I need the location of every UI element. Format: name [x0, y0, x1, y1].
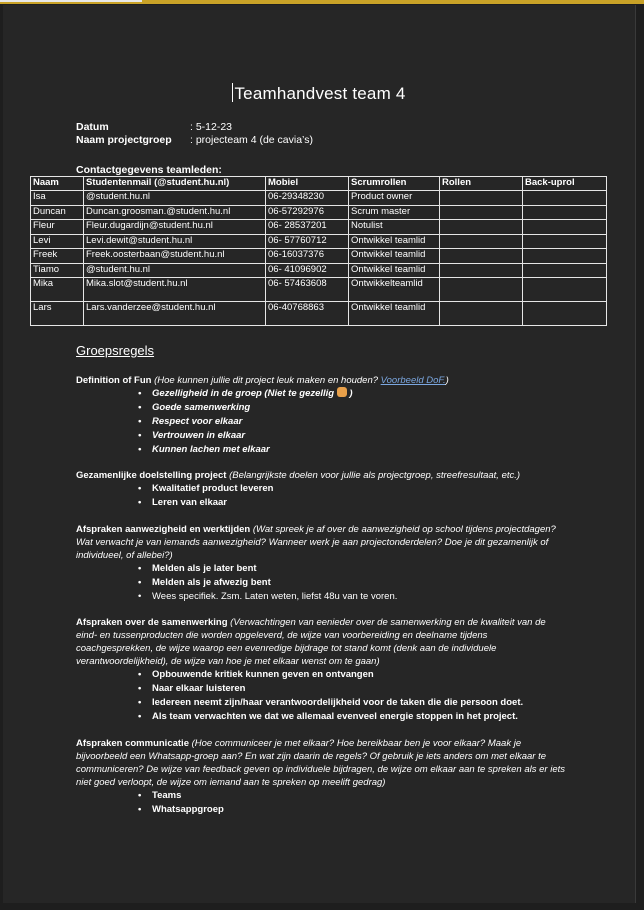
- cell-rol[interactable]: [440, 220, 523, 235]
- cell-mail[interactable]: Levi.dewit@student.hu.nl: [84, 234, 266, 249]
- list-item: • Teams: [152, 789, 566, 803]
- fun-desc-end: ): [445, 375, 449, 386]
- cell-scrumrol[interactable]: Product owner: [349, 191, 440, 206]
- aanwezigheid-desc: (Wat spreek je af over de aanwezigheid op school tijdens projectdagen? Wat verwacht je van iemands aanwezigheid? Wanneer werk je aan projectonderdelen? Doe je dit gezamenlijk of individueel, of allebei?): [76, 524, 556, 561]
- list-item: • Kunnen lachen met elkaar: [152, 443, 566, 457]
- cell-mobiel[interactable]: 06-16037376: [266, 249, 349, 264]
- col-header-mail: Studentenmail (@student.hu.nl): [84, 177, 266, 191]
- cell-rol[interactable]: [440, 263, 523, 278]
- cell-backup[interactable]: [523, 278, 607, 302]
- doel-head: Gezamenlijke doelstelling project: [76, 470, 227, 481]
- cell-naam[interactable]: Mika: [31, 278, 84, 302]
- cell-mail[interactable]: @student.hu.nl: [84, 191, 266, 206]
- cell-naam[interactable]: Isa: [31, 191, 84, 206]
- list-item: • Leren van elkaar: [152, 496, 566, 510]
- samenwerking-head: Afspraken over de samenwerking: [76, 617, 228, 628]
- aanwezigheid-head: Afspraken aanwezigheid en werktijden: [76, 524, 251, 535]
- cell-rol[interactable]: [440, 234, 523, 249]
- aanwezigheid-intro: [76, 523, 566, 562]
- cell-naam[interactable]: Tiamo: [31, 263, 84, 278]
- document-page[interactable]: [3, 5, 636, 903]
- doel-desc: (Belangrijkste doelen voor jullie als projectgroep, streefresultaat, etc.): [226, 470, 521, 481]
- table-row: [31, 234, 607, 249]
- communicatie-list: [152, 789, 566, 817]
- communicatie-head: Afspraken communicatie: [76, 738, 189, 749]
- col-header-rollen: Rollen: [440, 177, 523, 191]
- cell-scrumrol[interactable]: Ontwikkel teamlid: [349, 249, 440, 264]
- col-header-scrumrollen: Scrumrollen: [349, 177, 440, 191]
- samenwerking-section: [76, 616, 566, 724]
- list-item: • Kwalitatief product leveren: [152, 482, 566, 496]
- list-item: • Whatsappgroep: [152, 803, 566, 817]
- cell-naam[interactable]: Freek: [31, 249, 84, 264]
- table-header-row: [31, 177, 607, 191]
- samenwerking-intro: [76, 616, 566, 668]
- doel-section: [76, 469, 566, 510]
- samenwerking-list: [152, 668, 566, 724]
- cell-backup[interactable]: [523, 191, 607, 206]
- list-item: • Melden als je afwezig bent: [152, 576, 566, 590]
- cell-scrumrol[interactable]: Ontwikkel teamlid: [349, 234, 440, 249]
- table-row: [31, 205, 607, 220]
- datum-label: Datum: [76, 121, 109, 133]
- samenwerking-desc: (Verwachtingen van eenieder over de samenwerking en de kwaliteit van de eind- en tussenproducten die worden opgeleverd, de wijze van voorbereiding en deelname tijdens coachgesprekken, de wijze waarop een evenredige bijdrage tot stand komt (denk aan de individuele verantwoordelijkheid), de wijze van hoe je met elkaar wenst om te gaan): [76, 617, 546, 667]
- cell-mail[interactable]: Duncan.groosman.@student.hu.nl: [84, 205, 266, 220]
- fun-section: [76, 374, 566, 457]
- fun-desc: (Hoe kunnen jullie dit project leuk maken en houden?: [151, 375, 381, 386]
- cell-backup[interactable]: [523, 220, 607, 235]
- contact-heading: Contactgegevens teamleden:: [76, 164, 222, 176]
- cell-scrumrol[interactable]: Notulist: [349, 220, 440, 235]
- cell-mobiel[interactable]: 06-57292976: [266, 205, 349, 220]
- smiley-emoji-icon: [337, 387, 347, 397]
- cell-scrumrol[interactable]: Scrum master: [349, 205, 440, 220]
- cell-mail[interactable]: Fleur.dugardijn@student.hu.nl: [84, 220, 266, 235]
- list-item: • Respect voor elkaar: [152, 415, 566, 429]
- cell-naam[interactable]: Duncan: [31, 205, 84, 220]
- fun-list: [152, 387, 566, 457]
- table-row: [31, 191, 607, 206]
- cell-mobiel[interactable]: 06-29348230: [266, 191, 349, 206]
- dof-link[interactable]: Voorbeeld DoF.: [380, 375, 446, 386]
- list-item: • Goede samenwerking: [152, 401, 566, 415]
- cell-scrumrol[interactable]: Ontwikkelteamlid: [349, 278, 440, 302]
- list-item: • Melden als je later bent: [152, 562, 566, 576]
- aanwezigheid-list: [152, 562, 566, 604]
- fun-intro: [76, 374, 566, 387]
- table-row: [31, 302, 607, 326]
- list-item: • Iedereen neemt zijn/haar verantwoordelijkheid voor de taken die die persoon doet.: [152, 696, 566, 710]
- groep-label: Naam projectgroep: [76, 134, 172, 146]
- communicatie-section: [76, 737, 566, 817]
- cell-naam[interactable]: Levi: [31, 234, 84, 249]
- table-row: [31, 220, 607, 235]
- cell-mail[interactable]: Freek.oosterbaan@student.hu.nl: [84, 249, 266, 264]
- cell-mobiel[interactable]: 06- 28537201: [266, 220, 349, 235]
- list-item: • Naar elkaar luisteren: [152, 682, 566, 696]
- list-item: • Vertrouwen in elkaar: [152, 429, 566, 443]
- cell-rol[interactable]: [440, 205, 523, 220]
- table-row: [31, 263, 607, 278]
- datum-value: : 5-12-23: [190, 121, 233, 133]
- cell-backup[interactable]: [523, 249, 607, 264]
- list-item: • Opbouwende kritiek kunnen geven en ontvangen: [152, 668, 566, 682]
- cell-backup[interactable]: [523, 234, 607, 249]
- groepsregels-heading: Groepsregels: [76, 343, 155, 358]
- cell-backup[interactable]: [523, 263, 607, 278]
- cell-rol[interactable]: [440, 278, 523, 302]
- list-item: • Gezelligheid in de groep (Niet te gezellig ): [152, 387, 566, 401]
- cell-mail[interactable]: Mika.slot@student.hu.nl: [84, 278, 266, 302]
- document-title[interactable]: [3, 83, 635, 104]
- cell-mobiel[interactable]: 06-40768863: [266, 302, 349, 326]
- list-item: • Wees specifiek. Zsm. Laten weten, liefst 48u van te voren.: [152, 590, 566, 604]
- cell-mail[interactable]: Lars.vanderzee@student.hu.nl: [84, 302, 266, 326]
- cell-scrumrol[interactable]: Ontwikkel teamlid: [349, 263, 440, 278]
- col-header-mobiel: Mobiel: [266, 177, 349, 191]
- cell-rol[interactable]: [440, 191, 523, 206]
- communicatie-desc: (Hoe communiceer je met elkaar? Hoe bereikbaar ben je voor elkaar? Maak je bijvoorbeeld een Whatsapp-groep aan? En wat zijn daarin de regels? Of gebruik je iets anders om met elkaar te communiceren? De wijze van feedback geven op individuele bijdragen, de wijze om elkaar aan te spreken als er iets niet goed verloopt, de wijze om iemand aan te spreken op meelift gedrag): [76, 738, 565, 788]
- cell-backup[interactable]: [523, 302, 607, 326]
- window-tab-strip: [0, 0, 142, 2]
- col-header-naam: Naam: [31, 177, 84, 191]
- aanwezigheid-section: [76, 523, 566, 604]
- communicatie-intro: [76, 737, 566, 789]
- cell-naam[interactable]: Fleur: [31, 220, 84, 235]
- groep-value: : projecteam 4 (de cavia’s): [190, 134, 313, 146]
- team-contact-table: [30, 176, 607, 326]
- cell-mail[interactable]: @student.hu.nl: [84, 263, 266, 278]
- list-item: • Als team verwachten we dat we allemaal evenveel energie stoppen in het project.: [152, 710, 566, 724]
- doel-intro: [76, 469, 566, 482]
- cell-backup[interactable]: [523, 205, 607, 220]
- fun-head: Definition of Fun: [76, 375, 152, 386]
- col-header-backup: Back-uprol: [523, 177, 607, 191]
- cell-scrumrol[interactable]: Ontwikkel teamlid: [349, 302, 440, 326]
- cell-rol[interactable]: [440, 249, 523, 264]
- cell-rol[interactable]: [440, 302, 523, 326]
- title-text: Teamhandvest team 4: [234, 84, 406, 103]
- cell-mobiel[interactable]: 06- 41096902: [266, 263, 349, 278]
- cell-naam[interactable]: Lars: [31, 302, 84, 326]
- cell-mobiel[interactable]: 06- 57463608: [266, 278, 349, 302]
- doel-list: [152, 482, 566, 510]
- table-row: [31, 278, 607, 302]
- cell-mobiel[interactable]: 06- 57760712: [266, 234, 349, 249]
- table-row: [31, 249, 607, 264]
